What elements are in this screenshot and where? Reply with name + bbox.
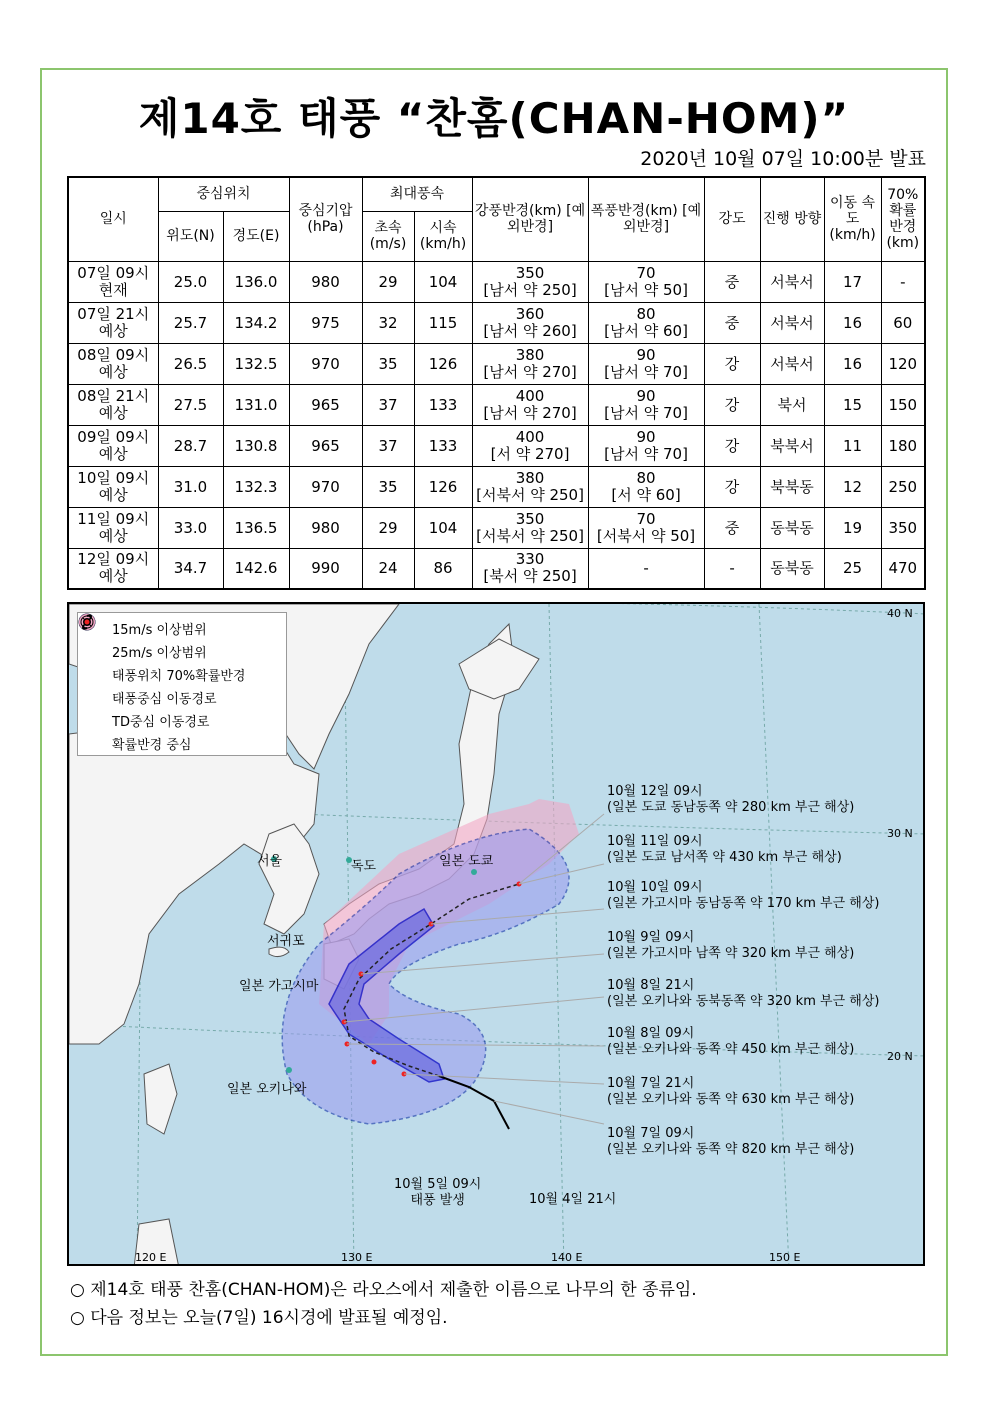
cell-gale-radius	[588, 548, 704, 589]
korea	[259, 824, 319, 934]
cell-storm-radius-main: 400	[515, 427, 545, 446]
cell-intensity: 중	[704, 261, 760, 302]
cell-storm-radius	[472, 507, 588, 548]
cell-gale-radius	[588, 261, 704, 302]
forecast-label	[607, 880, 879, 912]
japan-hokkaido	[459, 639, 539, 699]
cell-time	[68, 384, 158, 425]
cell-time	[68, 302, 158, 343]
cell-direction: 서북서	[760, 343, 824, 384]
cell-time-sub: 현재	[98, 280, 128, 299]
cell-wind-kmh: 133	[414, 425, 472, 466]
table-row	[68, 384, 925, 425]
forecast-label	[607, 1126, 854, 1158]
cell-intensity: 중	[704, 507, 760, 548]
cell-time-sub: 예상	[98, 485, 128, 504]
cell-pressure: 980	[289, 261, 362, 302]
label-lon150: 150 E	[769, 1251, 801, 1264]
pink-circle-icon	[84, 667, 106, 683]
cell-pressure: 965	[289, 425, 362, 466]
forecast-date: 10월 10일 09시	[607, 880, 703, 895]
cell-gale-radius-main: -	[643, 558, 649, 577]
cell-prob-radius: 250	[881, 466, 925, 507]
cell-lat: 31.0	[158, 466, 223, 507]
cell-gale-radius	[588, 384, 704, 425]
cell-intensity: -	[704, 548, 760, 589]
cell-time-main: 10일 09시	[77, 468, 150, 487]
cell-gale-radius-sub: [남서 약 50]	[604, 280, 688, 299]
cell-storm-radius-sub: [남서 약 250]	[483, 280, 577, 299]
cell-speed: 19	[824, 507, 881, 548]
cell-wind-ms: 37	[362, 384, 414, 425]
cell-direction: 서북서	[760, 302, 824, 343]
cell-prob-radius: 60	[881, 302, 925, 343]
header-lat: 위도(N)	[158, 211, 223, 261]
cell-prob-radius: 120	[881, 343, 925, 384]
cell-intensity: 강	[704, 425, 760, 466]
cell-direction: 동북동	[760, 507, 824, 548]
cell-lat: 26.5	[158, 343, 223, 384]
table-row	[68, 261, 925, 302]
cell-storm-radius-main: 350	[515, 263, 545, 282]
cell-storm-radius	[472, 466, 588, 507]
note-name-origin: ○ 제14호 태풍 찬홈(CHAN-HOM)은 라오스에서 제출한 이름으로 나무의 한 종류임.	[70, 1280, 697, 1300]
forecast-position: (일본 오키나와 동쪽 약 450 km 부근 해상)	[607, 1042, 855, 1057]
cell-direction: 북북서	[760, 425, 824, 466]
forecast-position: (일본 도쿄 동남동쪽 약 280 km 부근 해상)	[607, 800, 855, 815]
cell-time	[68, 261, 158, 302]
cell-time-sub: 예상	[98, 567, 128, 586]
cell-direction: 북북동	[760, 466, 824, 507]
cell-time-sub: 예상	[98, 444, 128, 463]
cell-pressure: 970	[289, 466, 362, 507]
label-lat20: 20 N	[887, 1050, 913, 1063]
legend-15ms: 15m/s 이상범위	[112, 623, 207, 638]
cell-pressure: 965	[289, 384, 362, 425]
cell-lat: 33.0	[158, 507, 223, 548]
cell-wind-kmh: 126	[414, 466, 472, 507]
label-genesis-text: 태풍 발생	[410, 1193, 465, 1208]
cell-gale-radius-sub: [서북서 약 50]	[596, 526, 696, 545]
header-time: 일시	[68, 177, 158, 261]
legend-track: 태풍중심 이동경로	[112, 692, 217, 707]
notes	[70, 1276, 697, 1332]
cell-prob-radius: 470	[881, 548, 925, 589]
cell-gale-radius	[588, 425, 704, 466]
forecast-label	[607, 784, 854, 816]
taiwan	[144, 1064, 177, 1134]
forecast-position: (일본 가고시마 동남동쪽 약 170 km 부근 해상)	[607, 896, 880, 911]
cell-wind-ms: 32	[362, 302, 414, 343]
cell-prob-radius: 350	[881, 507, 925, 548]
forecast-label	[607, 1026, 854, 1058]
issued-time: 2020년 10월 07일 10:00분 발표	[640, 148, 926, 170]
forecast-position: (일본 오키나와 동북동쪽 약 320 km 부근 해상)	[607, 994, 880, 1009]
cell-speed: 16	[824, 343, 881, 384]
cell-time	[68, 343, 158, 384]
cell-storm-radius-main: 400	[515, 386, 545, 405]
header-maxwind: 최대풍속	[362, 177, 472, 211]
cell-wind-ms: 24	[362, 548, 414, 589]
forecast-position: (일본 도쿄 남서쪽 약 430 km 부근 해상)	[607, 850, 842, 865]
header-wind-kmh: 시속 (km/h)	[414, 211, 472, 261]
header-lon: 경도(E)	[223, 211, 289, 261]
cell-direction: 북서	[760, 384, 824, 425]
forecast-date: 10월 8일 09시	[607, 1026, 695, 1041]
cell-intensity: 강	[704, 343, 760, 384]
cell-time-main: 12일 09시	[77, 550, 150, 569]
cell-lat: 25.7	[158, 302, 223, 343]
legend-td: TD중심 이동경로	[112, 715, 210, 730]
cell-storm-radius-main: 350	[515, 509, 545, 528]
cell-storm-radius-main: 380	[515, 468, 545, 487]
cell-wind-kmh: 104	[414, 507, 472, 548]
cell-gale-radius-sub: [남서 약 60]	[604, 321, 688, 340]
cell-storm-radius-sub: [북서 약 250]	[483, 567, 577, 586]
forecast-label	[607, 930, 854, 962]
cell-intensity: 중	[704, 302, 760, 343]
cell-lon: 136.5	[223, 507, 289, 548]
page-title: 제14호 태풍 “찬홈(CHAN-HOM)”	[138, 94, 850, 143]
table-row	[68, 343, 925, 384]
cell-gale-radius-sub: [남서 약 70]	[604, 362, 688, 381]
label-lon120: 120 E	[135, 1251, 167, 1264]
table-row	[68, 466, 925, 507]
cell-gale-radius-main: 70	[636, 263, 656, 282]
table-row	[68, 507, 925, 548]
cell-gale-radius	[588, 507, 704, 548]
cell-intensity: 강	[704, 384, 760, 425]
cell-storm-radius-main: 330	[515, 550, 545, 569]
cell-gale-radius	[588, 302, 704, 343]
cell-storm-radius-sub: [서북서 약 250]	[476, 485, 584, 504]
cell-wind-kmh: 104	[414, 261, 472, 302]
forecast-date: 10월 11일 09시	[607, 834, 703, 849]
cell-time-sub: 예상	[98, 526, 128, 545]
red-dot-icon	[84, 736, 106, 752]
cell-time-main: 07일 09시	[77, 263, 150, 282]
header-intensity: 강도	[704, 177, 760, 261]
cell-gale-radius	[588, 466, 704, 507]
cell-time-main: 08일 21시	[77, 386, 150, 405]
header-wind-ms: 초속 (m/s)	[362, 211, 414, 261]
header-direction: 진행 방향	[760, 177, 824, 261]
cell-wind-kmh: 133	[414, 384, 472, 425]
typhoon-info-table	[67, 176, 926, 590]
label-okinawa: 일본 오키나와	[227, 1082, 307, 1097]
cell-time-main: 09일 09시	[77, 427, 150, 446]
header-prob-radius: 70% 확률 반경 (km)	[881, 177, 925, 261]
cell-pressure: 975	[289, 302, 362, 343]
table-row	[68, 425, 925, 466]
typhoon-symbol-icon	[84, 690, 106, 706]
label-dokdo: 독도	[351, 859, 377, 874]
cell-gale-radius	[588, 343, 704, 384]
cell-lon: 134.2	[223, 302, 289, 343]
cell-gale-radius-sub: [남서 약 70]	[604, 444, 688, 463]
forecast-label	[607, 834, 842, 866]
cell-storm-radius	[472, 302, 588, 343]
forecast-label	[607, 1076, 854, 1108]
cell-time	[68, 507, 158, 548]
label-lon130: 130 E	[341, 1251, 373, 1264]
cell-storm-radius	[472, 548, 588, 589]
forecast-label	[607, 978, 879, 1010]
label-lat30: 30 N	[887, 827, 913, 840]
forecast-date: 10월 7일 21시	[607, 1076, 695, 1091]
cell-time	[68, 425, 158, 466]
cell-lon: 131.0	[223, 384, 289, 425]
forecast-date: 10월 8일 21시	[607, 978, 695, 993]
cell-time-sub: 예상	[98, 321, 128, 340]
label-seogwipo: 서귀포	[267, 934, 305, 949]
cell-storm-radius-sub: [남서 약 260]	[483, 321, 577, 340]
forecast-position: (일본 오키나와 동쪽 약 820 km 부근 해상)	[607, 1142, 855, 1157]
header-pressure: 중심기압 (hPa)	[289, 177, 362, 261]
forecast-date: 10월 9일 09시	[607, 930, 695, 945]
td-symbol-icon	[84, 713, 106, 729]
note-next-release: ○ 다음 정보는 오늘(7일) 16시경에 발표될 예정임.	[70, 1308, 448, 1328]
cell-lat: 28.7	[158, 425, 223, 466]
cell-wind-kmh: 115	[414, 302, 472, 343]
cell-speed: 16	[824, 302, 881, 343]
cell-storm-radius-sub: [서 약 270]	[490, 444, 570, 463]
cell-speed: 17	[824, 261, 881, 302]
label-genesis	[394, 1177, 481, 1209]
cell-storm-radius-main: 380	[515, 345, 545, 364]
cell-time	[68, 548, 158, 589]
legend-prob-center: 확률반경 중심	[112, 738, 192, 753]
cell-pressure: 990	[289, 548, 362, 589]
label-kagoshima: 일본 가고시마	[239, 979, 319, 994]
cell-gale-radius-main: 80	[636, 304, 656, 323]
cell-gale-radius-main: 90	[636, 427, 656, 446]
cell-direction: 서북서	[760, 261, 824, 302]
cell-lat: 34.7	[158, 548, 223, 589]
forecast-date: 10월 7일 09시	[607, 1126, 695, 1141]
label-lat40: 40 N	[887, 607, 913, 620]
cell-wind-ms: 37	[362, 425, 414, 466]
cell-lat: 25.0	[158, 261, 223, 302]
label-seoul: 서울	[257, 854, 283, 869]
cell-wind-ms: 35	[362, 343, 414, 384]
cell-speed: 15	[824, 384, 881, 425]
forecast-date: 10월 12일 09시	[607, 784, 703, 799]
blue-circle-icon	[84, 644, 106, 660]
cell-direction: 동북동	[760, 548, 824, 589]
cell-storm-radius-sub: [남서 약 270]	[483, 362, 577, 381]
cell-gale-radius-sub: [서 약 60]	[611, 485, 681, 504]
forecast-position: (일본 가고시마 남쪽 약 320 km 부근 해상)	[607, 946, 855, 961]
cell-time-main: 07일 21시	[77, 304, 150, 323]
cell-time-sub: 예상	[98, 403, 128, 422]
label-genesis-date: 10월 5일 09시	[394, 1177, 482, 1192]
label-tokyo: 일본 도쿄	[439, 854, 494, 869]
cell-gale-radius-main: 90	[636, 386, 656, 405]
cell-lat: 27.5	[158, 384, 223, 425]
table-row	[68, 302, 925, 343]
cell-lon: 130.8	[223, 425, 289, 466]
cell-time-main: 08일 09시	[77, 345, 150, 364]
cell-storm-radius	[472, 384, 588, 425]
cell-storm-radius-main: 360	[515, 304, 545, 323]
cell-speed: 25	[824, 548, 881, 589]
label-lon140: 140 E	[551, 1251, 583, 1264]
label-start: 10월 4일 21시	[529, 1192, 617, 1207]
cell-speed: 12	[824, 466, 881, 507]
cell-wind-kmh: 126	[414, 343, 472, 384]
cell-intensity: 강	[704, 466, 760, 507]
cell-gale-radius-main: 80	[636, 468, 656, 487]
cell-wind-ms: 29	[362, 261, 414, 302]
cell-time-main: 11일 09시	[77, 509, 150, 528]
header-storm-radius: 강풍반경(km) [예외반경]	[472, 177, 588, 261]
cell-storm-radius-sub: [남서 약 270]	[483, 403, 577, 422]
cell-prob-radius: 180	[881, 425, 925, 466]
cell-pressure: 970	[289, 343, 362, 384]
cell-storm-radius	[472, 425, 588, 466]
cell-gale-radius-sub: [남서 약 70]	[604, 403, 688, 422]
cell-wind-kmh: 86	[414, 548, 472, 589]
typhoon-track-map	[67, 602, 925, 1266]
forecast-position: (일본 오키나와 동쪽 약 630 km 부근 해상)	[607, 1092, 855, 1107]
cell-storm-radius-sub: [서북서 약 250]	[476, 526, 584, 545]
cell-lon: 142.6	[223, 548, 289, 589]
cell-wind-ms: 29	[362, 507, 414, 548]
cell-pressure: 980	[289, 507, 362, 548]
cell-storm-radius	[472, 343, 588, 384]
cell-lon: 132.5	[223, 343, 289, 384]
legend-25ms: 25m/s 이상범위	[112, 646, 207, 661]
cell-wind-ms: 35	[362, 466, 414, 507]
cell-prob-radius: 150	[881, 384, 925, 425]
header-gale-radius: 폭풍반경(km) [예외반경]	[588, 177, 704, 261]
cell-lon: 136.0	[223, 261, 289, 302]
cell-gale-radius-main: 70	[636, 509, 656, 528]
cell-storm-radius	[472, 261, 588, 302]
table-row	[68, 548, 925, 589]
cell-gale-radius-main: 90	[636, 345, 656, 364]
header-center: 중심위치	[158, 177, 289, 211]
cell-speed: 11	[824, 425, 881, 466]
cell-lon: 132.3	[223, 466, 289, 507]
cell-time-sub: 예상	[98, 362, 128, 381]
legend-probability: 태풍위치 70%확률반경	[112, 669, 246, 684]
map-legend	[77, 612, 287, 756]
cell-prob-radius: -	[881, 261, 925, 302]
cell-time	[68, 466, 158, 507]
header-speed: 이동 속도 (km/h)	[824, 177, 881, 261]
